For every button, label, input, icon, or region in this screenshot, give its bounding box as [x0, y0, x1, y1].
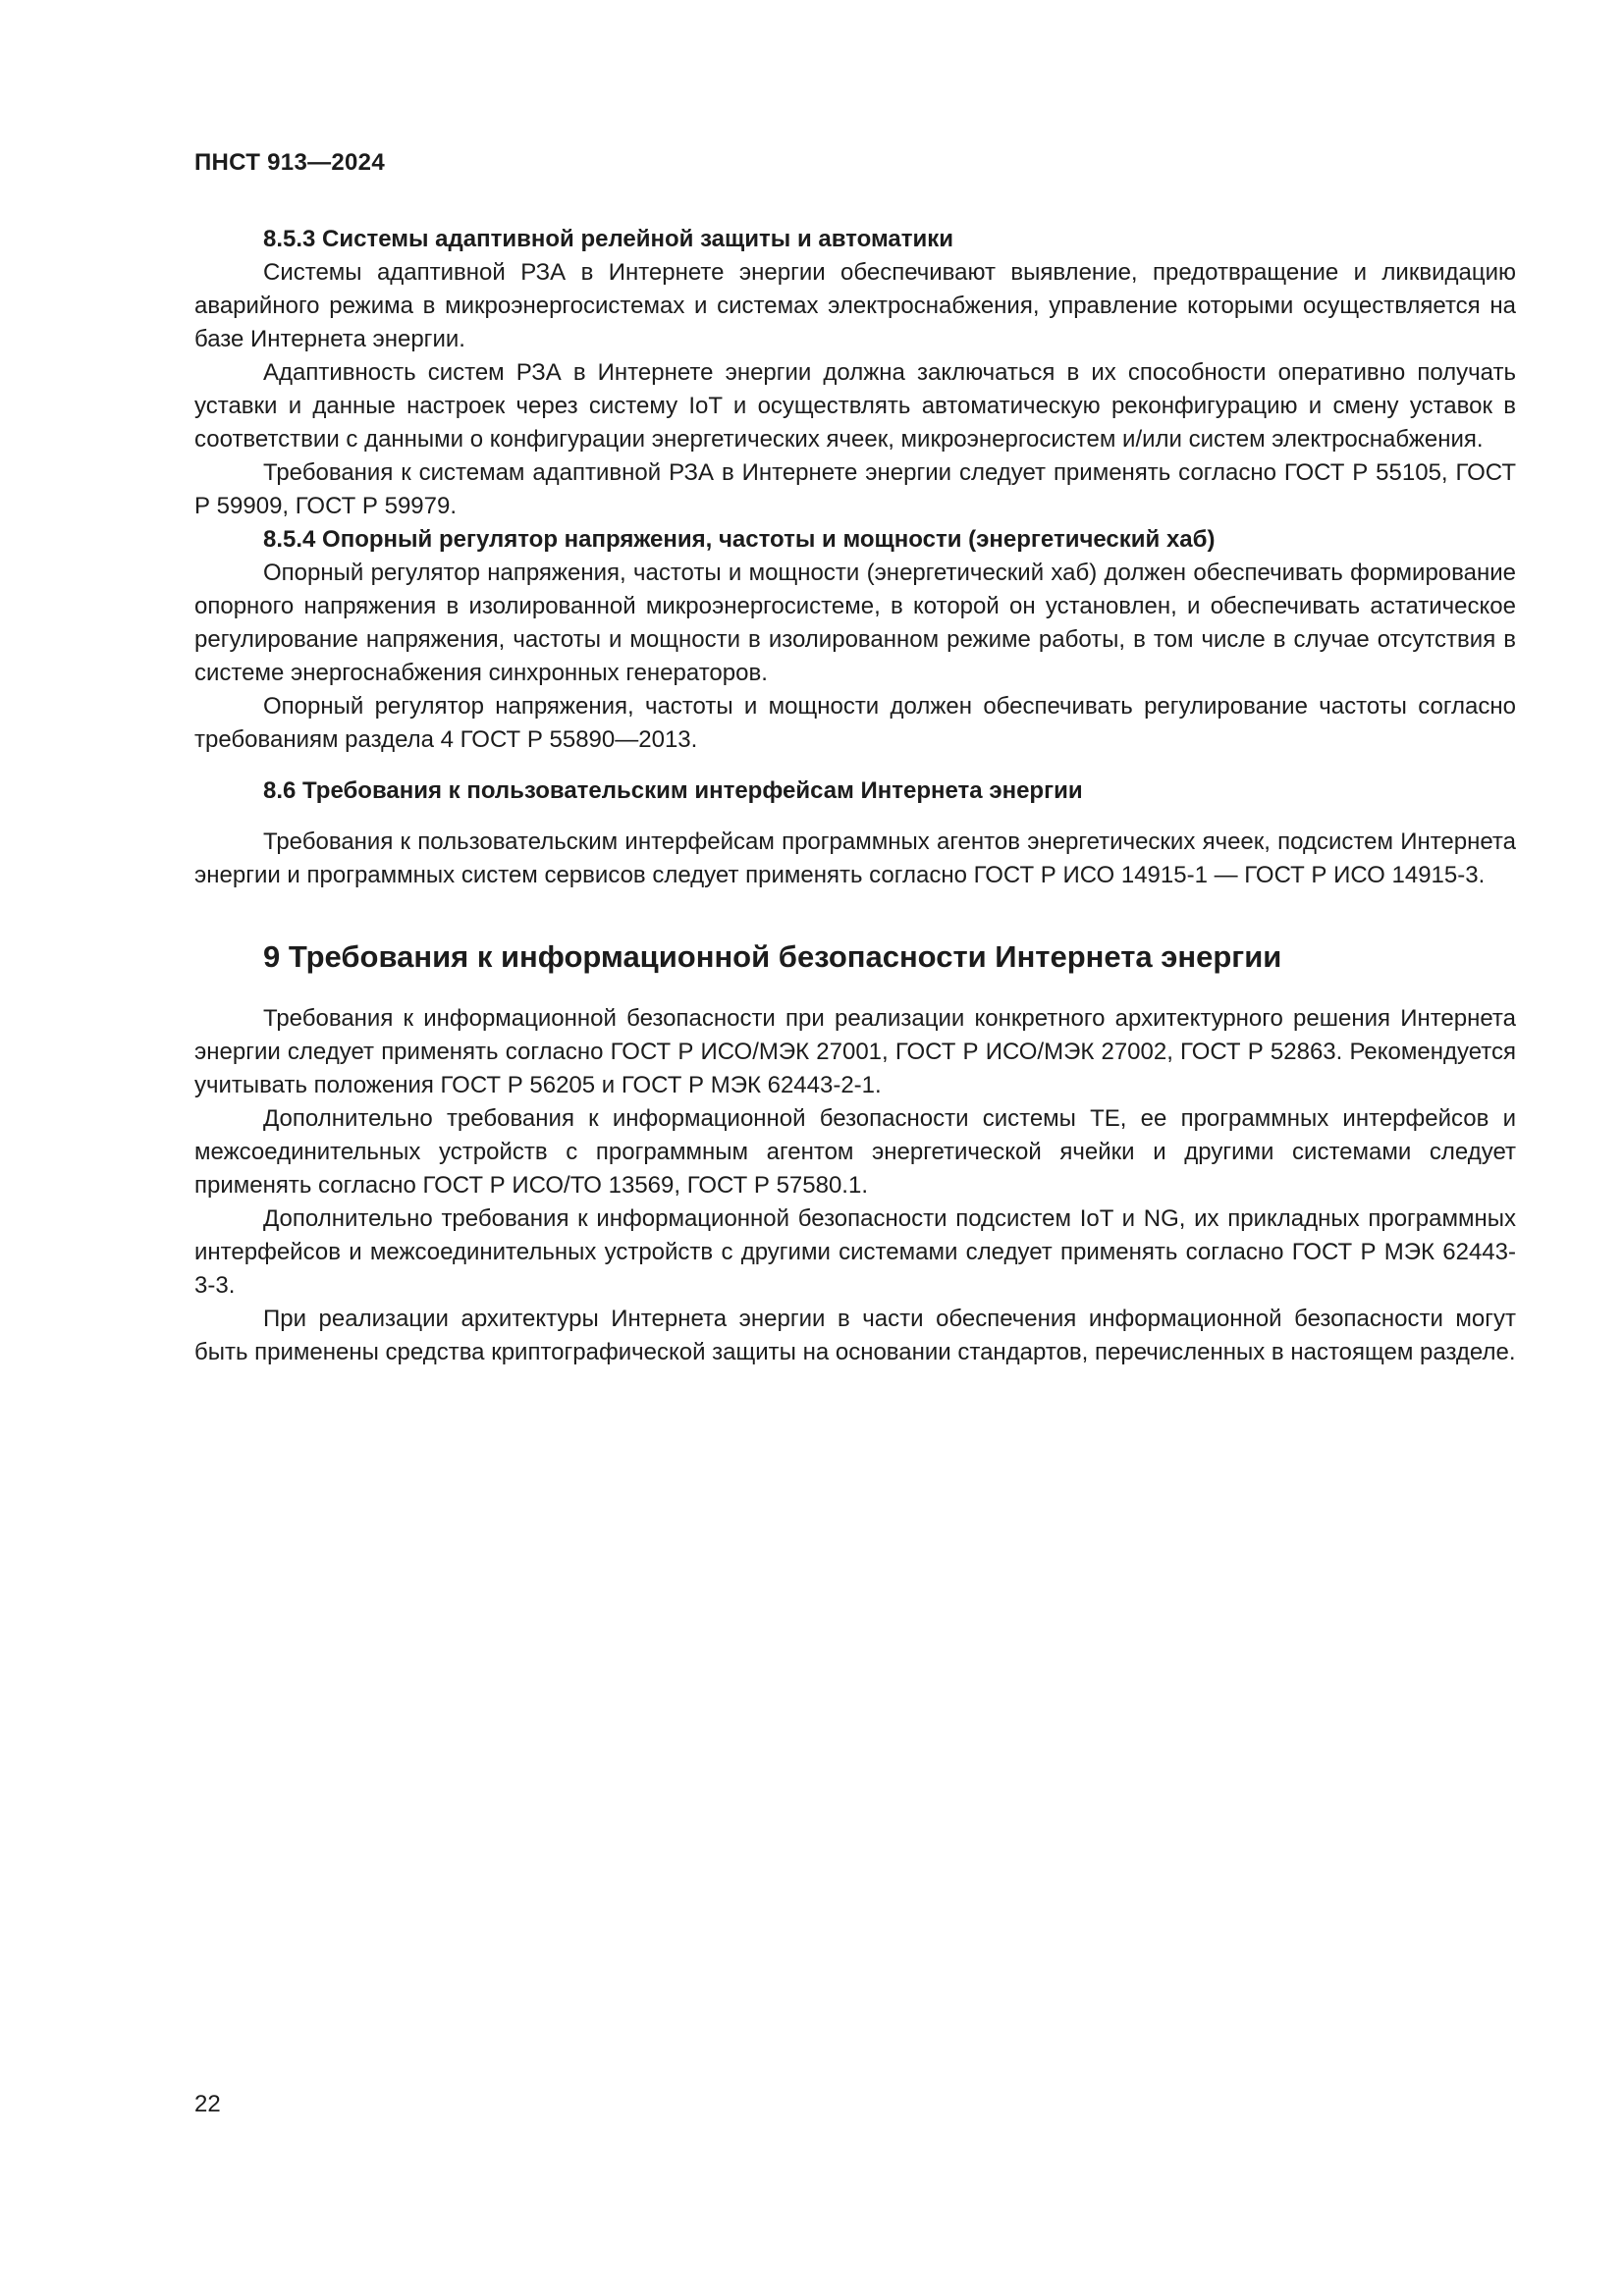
spacer [194, 892, 1516, 935]
page-number: 22 [194, 2091, 221, 2117]
spacer [194, 979, 1516, 1002]
section-8-5-4-heading: 8.5.4 Опорный регулятор напряжения, частоты и мощности (энергетический хаб) [263, 526, 1216, 553]
section-9-heading: 9 Требования к информационной безопасности Интернета энергии [263, 939, 1282, 974]
section-8-5-3-heading: 8.5.3 Системы адаптивной релейной защиты и автоматики [263, 226, 953, 252]
section-8-6-paragraph-1: Требования к пользовательским интерфейсам программных агентов энергетических ячеек, подсистем Интернета энергии и программных систем сервисов следует применять согласно ГОСТ Р ИСО 14915-1 — ГОСТ Р ИСО 14915-3. [194, 828, 1516, 888]
section-8-6-heading: 8.6 Требования к пользовательским интерфейсам Интернета энергии [263, 777, 1083, 804]
document-code: ПНСТ 913—2024 [194, 149, 385, 176]
spacer [194, 808, 1516, 826]
section-9-paragraph-4: При реализации архитектуры Интернета энергии в части обеспечения информационной безопасности могут быть применены средства криптографической защиты на основании стандартов, перечисленных в настоящем разделе. [194, 1306, 1516, 1365]
section-9-paragraph-1: Требования к информационной безопасности при реализации конкретного архитектурного решения Интернета энергии следует применять согласно ГОСТ Р ИСО/МЭК 27001, ГОСТ Р ИСО/МЭК 27002, ГОСТ Р 52863. Рекомендуется учитывать положения ГОСТ Р 56205 и ГОСТ Р МЭК 62443-2-1. [194, 1005, 1516, 1098]
section-9-paragraph-2: Дополнительно требования к информационной безопасности системы ТЕ, ее программных интерфейсов и межсоединительных устройств с программным агентом энергетической ячейки и другими системами следует применять согласно ГОСТ Р ИСО/ТО 13569, ГОСТ Р 57580.1. [194, 1105, 1516, 1199]
section-9-paragraph-3: Дополнительно требования к информационной безопасности подсистем IoT и NG, их прикладных программных интерфейсов и межсоединительных устройств с другими системами следует применять согласно ГОСТ Р МЭК 62443-3-3. [194, 1205, 1516, 1299]
section-8-5-3-paragraph-2: Адаптивность систем РЗА в Интернете энергии должна заключаться в их способности оперативно получать уставки и данные настроек через систему IoT и осуществлять автоматическую реконфигурацию и смену уставок в соответствии с данными о конфигурации энергетических ячеек, микроэнергосистем и/или систем электроснабжения. [194, 359, 1516, 453]
document-body [194, 223, 1516, 1369]
section-8-5-3-paragraph-3: Требования к системам адаптивной РЗА в Интернете энергии следует применять согласно ГОСТ Р 55105, ГОСТ Р 59909, ГОСТ Р 59979. [194, 459, 1516, 519]
document-page [194, 0, 1516, 2296]
spacer [194, 757, 1516, 774]
section-8-5-3-paragraph-1: Системы адаптивной РЗА в Интернете энергии обеспечивают выявление, предотвращение и ликвидацию аварийного режима в микроэнергосистемах и системах электроснабжения, управление которыми осуществляется на базе Интернета энергии. [194, 259, 1516, 352]
section-8-5-4-paragraph-2: Опорный регулятор напряжения, частоты и мощности должен обеспечивать регулирование частоты согласно требованиям раздела 4 ГОСТ Р 55890—2013. [194, 693, 1516, 753]
section-8-5-4-paragraph-1: Опорный регулятор напряжения, частоты и мощности (энергетический хаб) должен обеспечивать формирование опорного напряжения в изолированной микроэнергосистеме, в которой он установлен, и обеспечивать астатическое регулирование напряжения, частоты и мощности в изолированном режиме работы, в том числе в случае отсутствия в системе энергоснабжения синхронных генераторов. [194, 560, 1516, 686]
